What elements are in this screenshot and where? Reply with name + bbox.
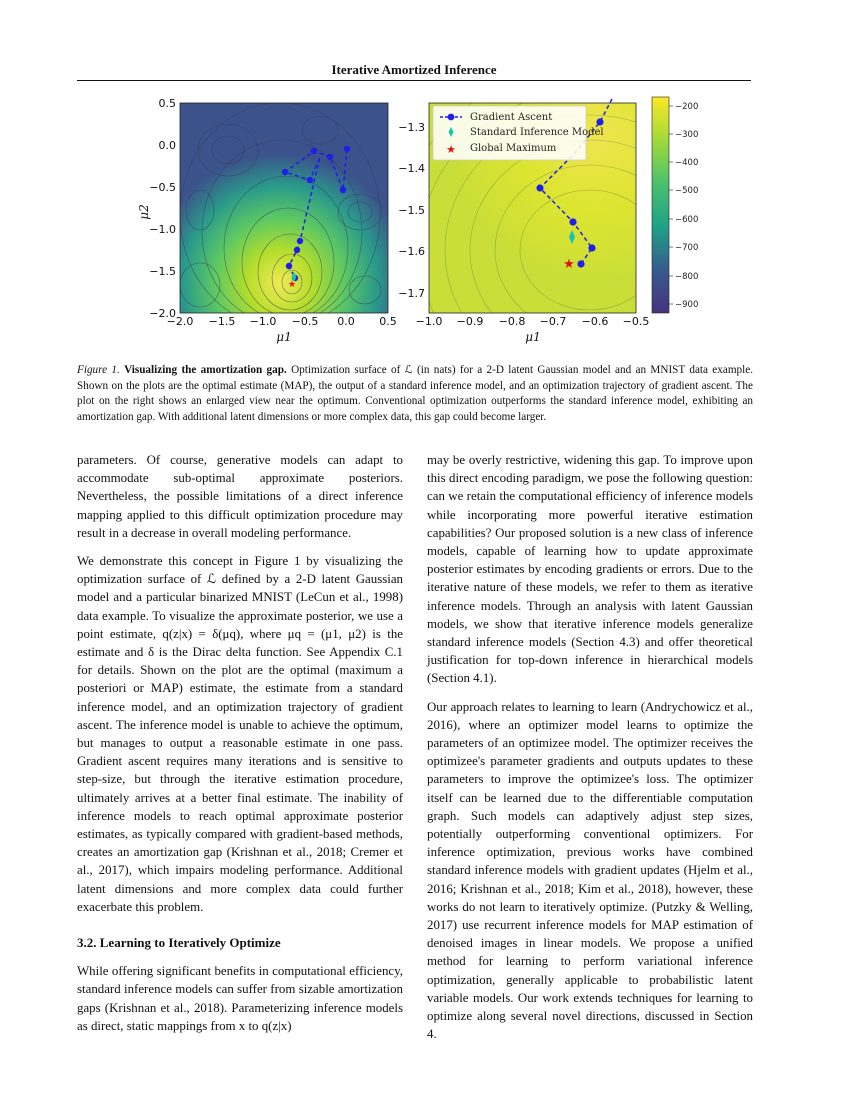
caption-title: Visualizing the amortization gap. bbox=[124, 364, 287, 376]
caption-label: Figure 1. bbox=[77, 364, 120, 376]
colorbar bbox=[652, 97, 698, 313]
svg-text:−1.6: −1.6 bbox=[398, 245, 425, 258]
right-plot bbox=[395, 88, 785, 350]
left-xlabel: μ1 bbox=[276, 330, 292, 344]
svg-text:−700: −700 bbox=[675, 243, 699, 253]
right-maximum-star: ★ bbox=[563, 256, 575, 271]
svg-text:−0.7: −0.7 bbox=[539, 315, 567, 328]
svg-text:−2.0: −2.0 bbox=[149, 307, 176, 320]
left-paragraph-2: We demonstrate this concept in Figure 1 by visualizing the optimization surface of ℒ defined by a 2-D latent Gaussian model and a particular binarized MNIST (LeCun et al., 1998) data example. To visualize the approximate posterior, we use a point estimate, q(z|x) = δ(μq), where μq = (μ1, μ2) is the estimate and δ is the Dirac delta function. See Appendix C.1 for details. Shown on the plot are the optimal (maximum a posteriori or MAP) estimate, the estimate from a standard inference model, and an optimization trajectory of gradient ascent. The inference model is unable to achieve the optimum, but manages to output a reasonable estimate in one pass. Gradient ascent requires many iterations and is sensitive to step-size, but through the iterative estimation procedure, ultimately arrives at a better final estimate. The inability of inference models to reach optimal approximate posterior estimates, as typically compared with gradient-based methods, creates an amortization gap (Krishnan et al., 2018; Cremer et al., 2017), which impairs modeling performance. Additional latent dimensions and more complex data could further exacerbate this problem. bbox=[77, 554, 403, 914]
left-column bbox=[77, 451, 403, 1045]
svg-text:−500: −500 bbox=[675, 186, 699, 196]
left-maximum-star: ★ bbox=[287, 279, 297, 289]
figure-caption bbox=[77, 363, 753, 425]
right-paragraph-1: may be overly restrictive, widening this gap. To improve upon this direct encoding paradigm, we pose the following question: can we retain the computational efficiency of inference models while incorporating more powerful iterative estimation capabilities? Our proposed solution is a new class of inference models, capable of learning how to update approximate posterior estimates by encoding gradients or errors. Due to the iterative nature of these models, we refer to them as iterative inference models. Through an analysis with latent Gaussian models, we show that iterative inference models generalize standard inference models (Section 4.3) and offer theoretical justification for top-down inference in hierarchical models (Section 4.1). bbox=[427, 453, 753, 686]
section-heading: 3.2. Learning to Iteratively Optimize bbox=[77, 935, 281, 951]
svg-text:−200: −200 bbox=[675, 102, 699, 112]
right-paragraph-2: Our approach relates to learning to learn (Andrychowicz et al., 2016), where an optimizer model learns to optimize the parameters of an optimizee model. The optimizer receives the optimizee's parameter gradients and outputs updates to these parameters to improve the optimizee's loss. The optimizer itself can be learned due to the differentiable computation graph. Such models can adaptively adjust step sizes, potentially outperforming conventional optimizers. For inference optimization, previous works have combined standard inference models with gradient updates (Hjelm et al., 2016; Krishnan et al., 2018; Kim et al., 2018), however, these works do not learn to iteratively optimize. (Putzky & Welling, 2017) use recurrent inference models for MAP estimation of denoised images in linear models. We propose a unified method for learning to perform variational inference optimization, generally applicable to probabilistic latent variable models. Our work extends techniques for learning to optimize along several novel directions, discussed in Section 4. bbox=[427, 699, 753, 1042]
svg-text:−0.5: −0.5 bbox=[149, 181, 176, 194]
svg-text:−1.3: −1.3 bbox=[398, 121, 425, 134]
caption-text: Optimization surface of ℒ (in nats) for a 2-D latent Gaussian model and an MNIST data example. Shown on the plots are the optimal estimate (MAP), the output of a standard inference model, and an optimization trajectory of gradient ascent. The plot on the right shows an enlarged view near the optimum. Conventional optimization outperforms the standard inference model, exhibiting an amortization gap. With additional latent dimensions or more complex data, this gap could become larger. bbox=[77, 364, 753, 423]
svg-text:−0.5: −0.5 bbox=[622, 315, 650, 328]
svg-text:−300: −300 bbox=[675, 130, 699, 140]
svg-text:−1.5: −1.5 bbox=[398, 204, 425, 217]
left-paragraph-1: parameters. Of course, generative models can adapt to accommodate sub-optimal approximate posteriors. Nevertheless, the possible limitations of a direct inference mapping applied to this difficult optimization procedure may result in a decrease in overall modeling performance. bbox=[77, 453, 403, 540]
svg-text:Standard Inference Model: Standard Inference Model bbox=[470, 127, 604, 138]
svg-text:−0.8: −0.8 bbox=[498, 315, 526, 328]
svg-text:−0.6: −0.6 bbox=[581, 315, 609, 328]
svg-text:−0.9: −0.9 bbox=[456, 315, 484, 328]
right-xlabel: μ1 bbox=[525, 330, 541, 344]
legend bbox=[433, 106, 604, 160]
left-y-ticks bbox=[149, 97, 176, 320]
right-column bbox=[427, 451, 753, 1054]
svg-text:−0.5: −0.5 bbox=[291, 315, 319, 328]
header-rule bbox=[77, 80, 751, 81]
left-paragraph-3: While offering significant benefits in computational efficiency, standard inference models can suffer from sizable amortization gaps (Krishnan et al., 2018). Parameterizing inference models as direct, static mappings from x to q(z|x) bbox=[77, 964, 403, 1033]
svg-text:0.0: 0.0 bbox=[158, 139, 176, 152]
right-y-ticks bbox=[398, 121, 425, 300]
svg-text:Gradient Ascent: Gradient Ascent bbox=[470, 112, 553, 123]
svg-text:−1.0: −1.0 bbox=[149, 223, 176, 236]
colorbar-ticks bbox=[669, 102, 698, 310]
left-x-ticks bbox=[167, 315, 397, 328]
svg-text:−1.7: −1.7 bbox=[398, 287, 425, 300]
svg-text:−1.0: −1.0 bbox=[415, 315, 443, 328]
left-plot bbox=[137, 97, 397, 344]
svg-text:−1.5: −1.5 bbox=[208, 315, 236, 328]
svg-text:−600: −600 bbox=[675, 215, 699, 225]
figure-1 bbox=[0, 88, 850, 350]
svg-text:−2.0: −2.0 bbox=[166, 315, 194, 328]
svg-text:★: ★ bbox=[446, 144, 456, 156]
svg-text:−900: −900 bbox=[675, 300, 699, 310]
svg-text:Global Maximum: Global Maximum bbox=[470, 143, 557, 154]
svg-text:−1.4: −1.4 bbox=[398, 162, 425, 175]
svg-text:−1.5: −1.5 bbox=[149, 265, 176, 278]
right-x-ticks bbox=[416, 315, 650, 328]
svg-text:−800: −800 bbox=[675, 272, 699, 282]
legend-inference-model bbox=[449, 127, 604, 138]
running-title: Iterative Amortized Inference bbox=[331, 62, 497, 77]
svg-text:−400: −400 bbox=[675, 158, 699, 168]
svg-text:−1.0: −1.0 bbox=[249, 315, 277, 328]
svg-text:0.5: 0.5 bbox=[379, 315, 397, 328]
svg-text:0.5: 0.5 bbox=[158, 97, 176, 110]
left-ylabel: μ2 bbox=[137, 204, 151, 220]
svg-text:0.0: 0.0 bbox=[337, 315, 355, 328]
